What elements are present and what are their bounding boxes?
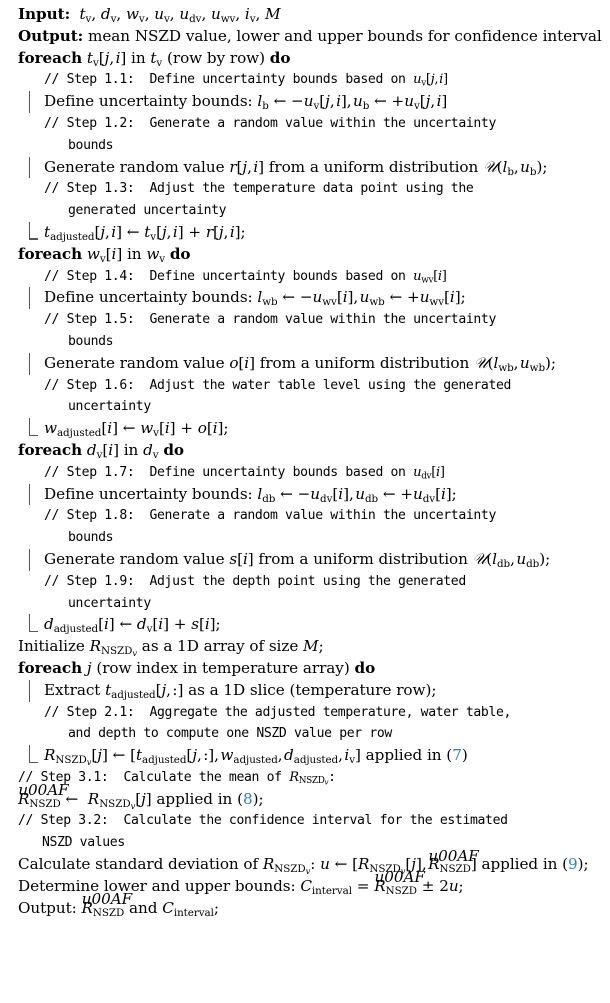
define-bounds-db: Define uncertainty bounds: $l_{db}$ ← $-u_{dv}[i]$, $u_{db}$ ← $+u_{dv}[i]$;: [0, 484, 610, 506]
comment-step-2-1: // Step 2.1: Aggregate the adjusted temperature, water table, and depth to compute one NSZD value per row: [44, 704, 512, 742]
comment-step-3-1: // Step 3.1: Calculate the mean of $R_{NSZD_v}$:: [18, 769, 336, 788]
output-label: Output:: [18, 26, 84, 45]
extract-t-adjusted-row: Extract $t_{adjusted}[j$, :] as a 1D slice (temperature row);: [0, 680, 610, 702]
comment-step-1-2: // Step 1.2: Generate a random value within the uncertainty bounds: [44, 115, 496, 153]
define-bounds-wb: Define uncertainty bounds: $l_{wb}$ ← $-u_{wv}[i]$, $u_{wb}$ ← $+u_{wv}[i]$;: [0, 287, 610, 309]
comment-step-1-4: // Step 1.4: Define uncertainty bounds based on $u_{wv}[i]$: [44, 268, 447, 286]
keyword-foreach: foreach: [18, 658, 83, 677]
input-line: [0, 4, 610, 26]
comment-step-1-3: // Step 1.3: Adjust the temperature data point using the generated uncertainty: [44, 181, 474, 219]
keyword-do: do: [269, 48, 291, 67]
comment-step-3-2: // Step 3.2: Calculate the confidence interval for the estimated NSZD values: [18, 813, 508, 851]
foreach-wv-header: foreach $w_v[i]$ in $w_v$ do: [18, 244, 191, 265]
comment-step-1-6: // Step 1.6: Adjust the water table level using the generated uncertainty: [44, 377, 512, 415]
keyword-in: in: [123, 440, 139, 459]
initialize-rnszd: Initialize $R_{NSZD_v}$ as a 1D array of size M;: [18, 637, 324, 658]
input-label: Input:: [18, 5, 71, 23]
assign-rnszd-mean: u00AF $R_{NSZD}$ ← $R_{NSZD_v}[j]$ applied in (8);: [0, 789, 610, 811]
equation-ref-8[interactable]: 8: [242, 789, 253, 808]
comment-step-1-5: // Step 1.5: Generate a random value within the uncertainty bounds: [44, 312, 496, 349]
assign-d-adjusted: $d_{adjusted}[i]$ ← $d_v[i] + s[i]$;: [0, 614, 610, 636]
comment-step-1-8: // Step 1.8: Generate a random value within the uncertainty bounds: [44, 508, 496, 546]
output-text: mean NSZD value, lower and upper bounds for confidence interval: [88, 26, 602, 45]
comment-step-1-9: // Step 1.9: Adjust the depth point using the generated uncertainty: [44, 573, 466, 611]
foreach-j-header: foreach j (row index in temperature array) do: [18, 658, 376, 677]
generate-random-r: Generate random value r[j, i] from a uniform distribution $𝒰(l_b$, $u_b$);: [0, 157, 610, 179]
foreach-dv-header: foreach $d_v[i]$ in $d_v$ do: [18, 440, 184, 461]
keyword-foreach: foreach: [18, 244, 83, 263]
calculate-standard-deviation: Calculate standard deviation of $R_{NSZD_v}$: u ← [$R_{NSZD_v}[j]$, u00AF $R_{NSZD}$] applied in (9);: [0, 854, 610, 876]
generate-random-o: Generate random value o[i] from a uniform distribution $𝒰(l_{wb}$, $u_{wb}$);: [0, 353, 610, 375]
generate-random-s: Generate random value s[i] from a uniform distribution $𝒰(l_{db}$, $u_{db}$);: [0, 549, 610, 571]
keyword-do: do: [169, 244, 191, 263]
equation-ref-7[interactable]: 7: [452, 746, 462, 765]
keyword-do: do: [354, 658, 376, 677]
final-output-line: Output: u00AF $R_{NSZD}$ and $C_{interval}$;: [0, 898, 610, 920]
keyword-foreach: foreach: [18, 440, 83, 459]
output-line: [0, 26, 610, 48]
foreach-tv-header: foreach $t_v[j$, i] in $t_v$ (row by row) do: [18, 48, 291, 69]
determine-bounds: Determine lower and upper bounds: $C_{interval} = u00AF$ $R_{NSZD} \pm 2u$;: [0, 876, 610, 898]
equation-ref-9[interactable]: 9: [568, 855, 578, 874]
define-bounds-b: Define uncertainty bounds: $l_b$ ← $-u_v[j$, i], $u_b$ ← $+u_v[j$, i]: [0, 91, 610, 113]
comment-step-1-1: // Step 1.1: Define uncertainty bounds based on $u_v[j$, i]: [44, 72, 448, 89]
input-variables: $t_v$, $d_v$, $w_v$, $u_v$, $u_{dv}$, $u_{wv}$, $i_v$, M: [79, 5, 281, 25]
assign-t-adjusted: $t_{adjusted}[j$, i] ← $t_v[j$, i] + r[j, i];: [0, 222, 610, 244]
keyword-in: in: [131, 48, 146, 67]
keyword-foreach: foreach: [18, 48, 83, 67]
keyword-in: in: [127, 244, 142, 263]
assign-w-adjusted: $w_{adjusted}[i]$ ← $w_v[i] + o[i]$;: [0, 418, 610, 440]
comment-step-1-7: // Step 1.7: Define uncertainty bounds based on $u_{dv}[i]$: [44, 464, 445, 482]
keyword-do: do: [163, 440, 184, 459]
assign-rnszd-j: $R_{NSZD_v}[j]$ ← [$t_{adjusted}[j$, :], $w_{adjusted}$, $d_{adjusted}$, $i_v$] applied in (7): [0, 745, 610, 767]
